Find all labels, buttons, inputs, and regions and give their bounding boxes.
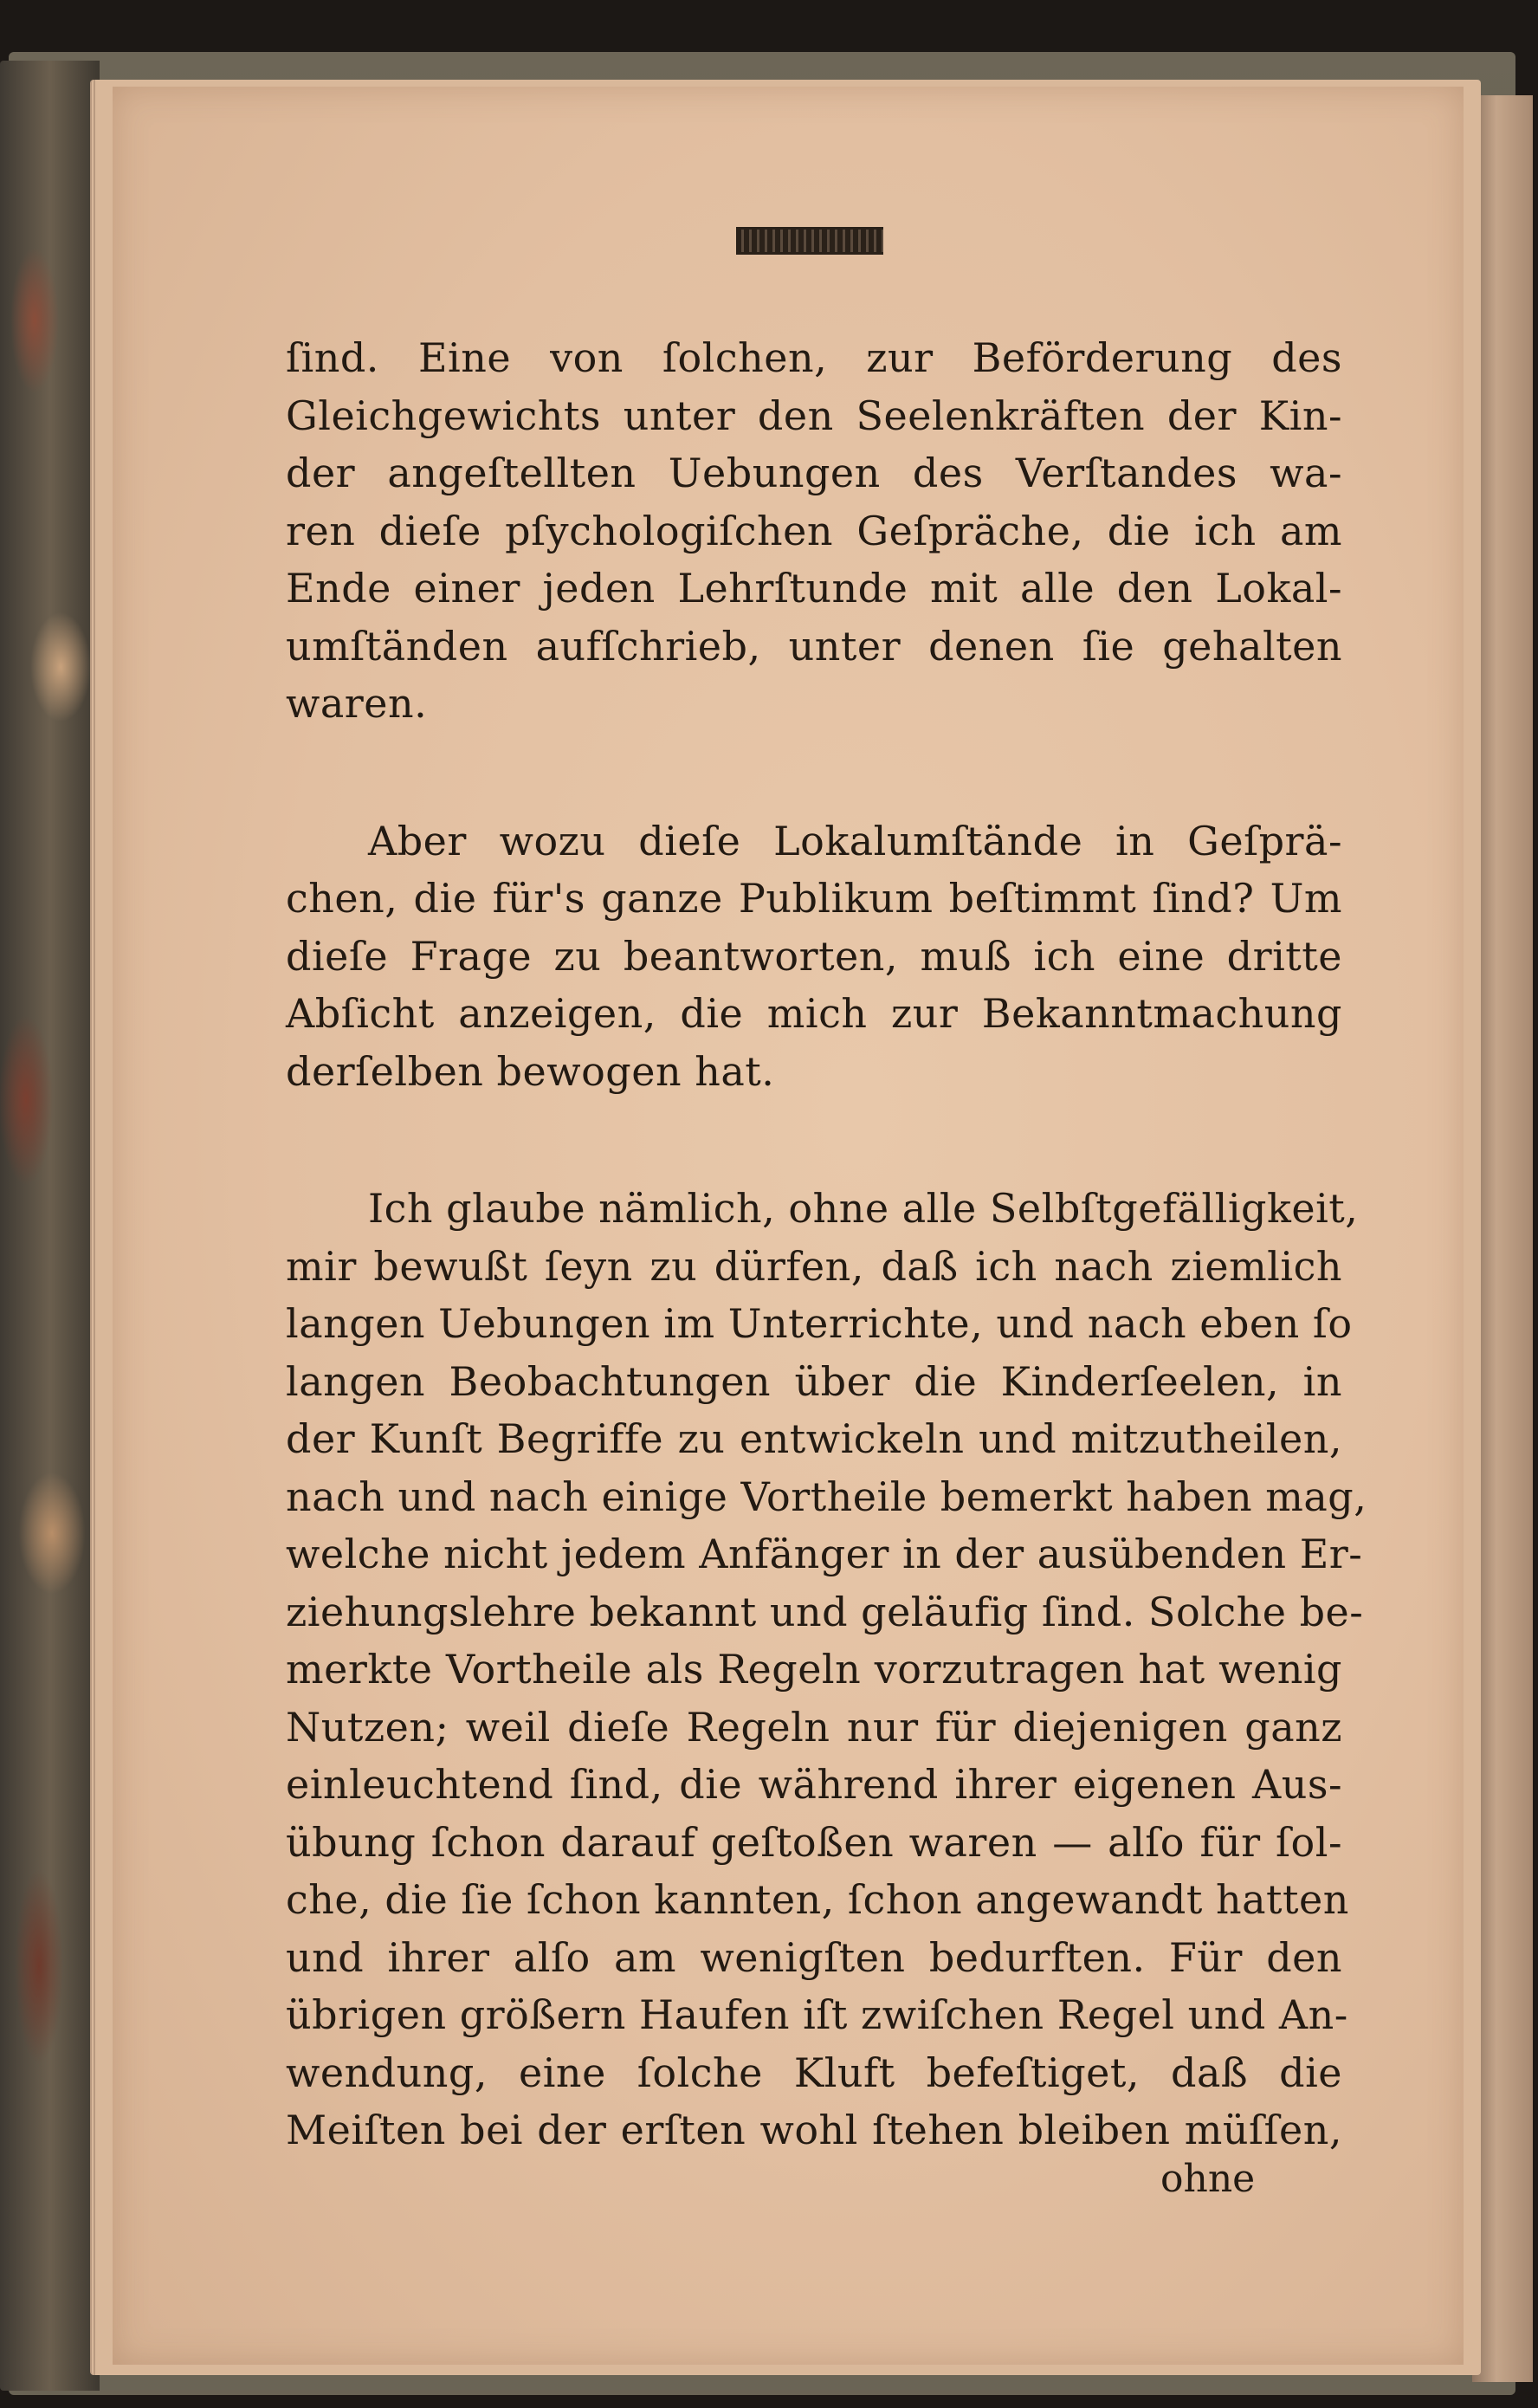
text-line: Gleichgewichts unter den Seelenkräften der Kin- [286, 392, 1342, 439]
text-line: einleuchtend ſind, die während ihrer eigenen Aus- [286, 1761, 1342, 1808]
facing-page-edge [1472, 95, 1533, 2382]
text-line: Aber wozu dieſe Lokalumſtände in Geſprä- [368, 817, 1342, 864]
header-ornament [736, 227, 883, 255]
paragraph-2 [286, 812, 1342, 1101]
text-line: Nutzen; weil dieſe Regeln nur für diejenigen ganz [286, 1703, 1342, 1751]
text-line: wendung, eine ſolche Kluft befeſtiget, daß die [286, 2049, 1342, 2096]
text-line: umſtänden aufſchrieb, unter denen ſie gehalten [286, 622, 1342, 670]
text-line: ziehungslehre bekannt und geläufig ſind. Solche be- [286, 1588, 1364, 1635]
text-line: Meiſten bei der erſten wohl ſtehen bleiben müſſen, [286, 2107, 1342, 2153]
text-line: welche nicht jedem Anfänger in der ausübenden Er- [286, 1531, 1363, 1577]
paragraph-3 [286, 1180, 1367, 2159]
text-line: übrigen größern Haufen iſt zwiſchen Regel und An- [286, 1991, 1348, 2038]
marbled-cover-edge [0, 61, 100, 2391]
text-line: übung ſchon darauf geſtoßen waren — alſo für ſol- [286, 1818, 1342, 1866]
text-line: nach und nach einige Vortheile bemerkt haben mag, [286, 1473, 1367, 1520]
paragraph-gap [286, 733, 1342, 812]
text-line: dieſe Frage zu beantworten, muß ich eine dritte [286, 932, 1342, 980]
paragraph-1 [286, 329, 1342, 733]
text-line: und ihrer alſo am wenigſten bedurften. Für den [286, 1933, 1342, 1981]
text-line: Ich glaube nämlich, ohne alle Selbſtgefälligkeit, [368, 1185, 1359, 1232]
page-text [286, 329, 1367, 2159]
text-line: mir bewußt ſeyn zu dürfen, daß ich nach ziemlich [286, 1242, 1342, 1290]
text-line: langen Beobachtungen über die Kinderſeelen, in [286, 1357, 1342, 1405]
text-line: che, die ſie ſchon kannten, ſchon angewandt hatten [286, 1876, 1349, 1923]
text-line: merkte Vortheile als Regeln vorzutragen hat wenig [286, 1646, 1342, 1693]
text-line: waren. [286, 680, 428, 727]
text-line: ſind. Eine von ſolchen, zur Beförderung des [286, 334, 1342, 381]
text-line: langen Uebungen im Unterrichte, und nach eben ſo [286, 1300, 1353, 1347]
text-line: derſelben bewogen hat. [286, 1047, 775, 1095]
text-line: Abſicht anzeigen, die mich zur Bekanntmachung [286, 990, 1342, 1037]
catchword: ohne [1160, 2157, 1256, 2201]
paragraph-gap [286, 1100, 1342, 1180]
text-line: ren dieſe pſychologiſchen Geſpräche, die ich am [286, 507, 1342, 554]
text-line: der Kunſt Begriffe zu entwickeln und mitzutheilen, [286, 1415, 1342, 1462]
text-line: chen, die für's ganze Publikum beſtimmt ſind? Um [286, 875, 1342, 922]
text-line: Ende einer jeden Lehrſtunde mit alle den Lokal- [286, 565, 1342, 612]
text-line: der angeſtellten Uebungen des Verſtandes wa- [286, 450, 1342, 496]
